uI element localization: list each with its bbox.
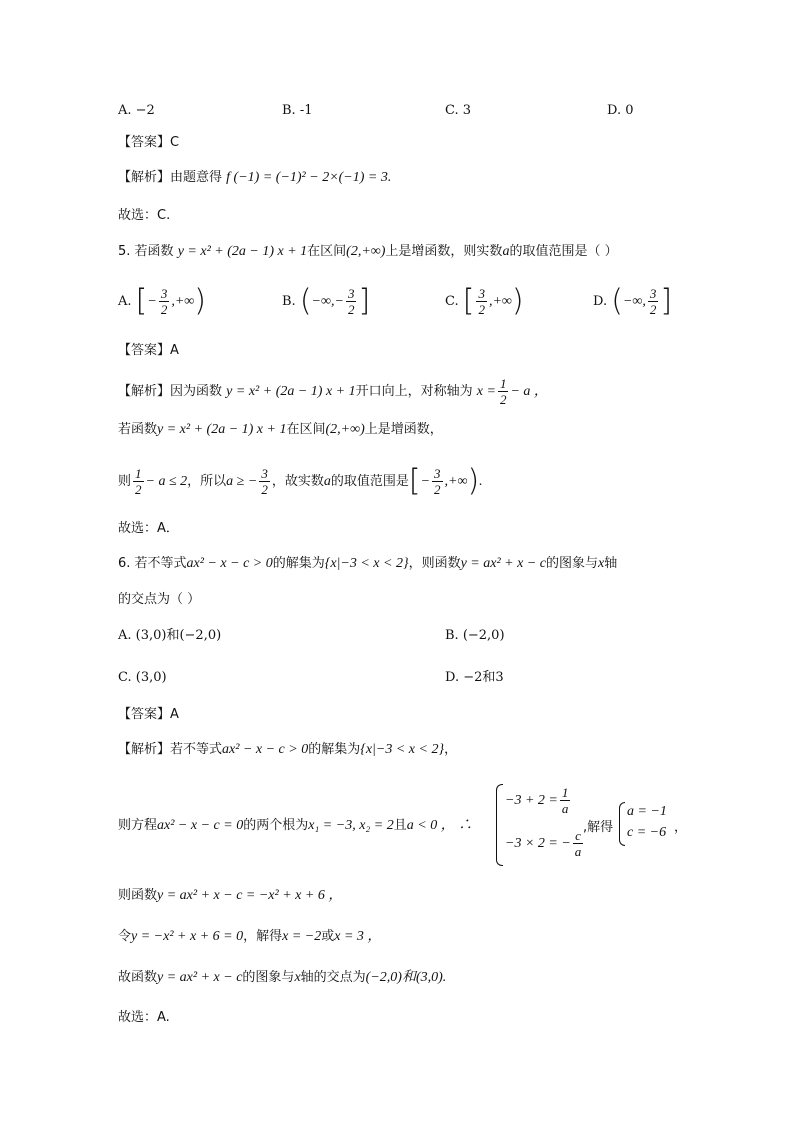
x-var: x bbox=[294, 970, 301, 985]
inequality: − a ≤ 2 bbox=[145, 474, 188, 489]
solution-2: x = 3 ， bbox=[334, 929, 382, 944]
frac-den: 2 bbox=[499, 392, 507, 407]
axis-eq: x = bbox=[476, 384, 496, 399]
or-word: 或 bbox=[321, 929, 335, 944]
q5-stem-function: y = x² + (2a − 1) x + 1 bbox=[177, 244, 308, 259]
q6-stem-set: {x|−3 < x < 2} bbox=[324, 556, 409, 571]
analysis-mid: 开口向上，对称轴为 bbox=[355, 384, 473, 399]
solution-1: x = −2 bbox=[282, 929, 322, 944]
line-mid: 的图象与 bbox=[242, 970, 295, 985]
line-end: ， bbox=[444, 742, 458, 757]
q5-stem-var: a bbox=[502, 244, 510, 259]
line-prefix: 则 bbox=[118, 474, 132, 489]
analysis-function: y = x² + (2a − 1) x + 1 bbox=[157, 422, 287, 437]
frac-num: 3 bbox=[649, 286, 657, 301]
line-suffix: 上是增函数， bbox=[364, 422, 443, 437]
q4-option-c: C. 3 bbox=[445, 103, 472, 118]
roots: x₁ = −3, x₂ = 2 bbox=[308, 818, 394, 833]
q5-answer: 【答案】A bbox=[118, 343, 179, 358]
equation: y = −x² + x + 6 = 0 bbox=[131, 929, 244, 944]
q6-analysis-line5 bbox=[118, 968, 446, 988]
option-letter: C. bbox=[445, 294, 459, 309]
system-brace bbox=[496, 784, 503, 866]
line-prefix: 则方程 bbox=[118, 818, 158, 833]
system-eq1-left: −3 + 2 = bbox=[505, 793, 558, 808]
analysis-text: 由题意得 bbox=[170, 170, 223, 185]
function-expanded: y = ax² + x − c = −x² + x + 6 ， bbox=[157, 888, 343, 903]
frac-num: 3 bbox=[434, 466, 441, 481]
frac-den: 2 bbox=[261, 482, 268, 497]
q4-option-b: B. -1 bbox=[282, 103, 313, 118]
system-eq2-left: −3 × 2 = − bbox=[505, 836, 571, 851]
axis-text: 轴的交点为 bbox=[300, 970, 366, 985]
line-prefix: 若函数 bbox=[118, 422, 158, 437]
q5-option-a: A. [− $\frac{3}{2}$ ,+∞) bbox=[118, 283, 206, 319]
solution-a: a = −1 bbox=[627, 804, 667, 819]
and-word: 且 bbox=[393, 818, 407, 833]
q5-stem-mid: 在区间 bbox=[307, 244, 347, 259]
q5-stem-prefix: 5. 若函数 bbox=[118, 244, 174, 259]
function: y = ax² + x − c bbox=[157, 970, 243, 985]
line-prefix: 令 bbox=[118, 929, 132, 944]
q5-stem bbox=[118, 242, 618, 262]
frac-num: 3 bbox=[347, 286, 355, 301]
q5-option-c: C. [ $\frac{3}{2}$ ,+∞) bbox=[445, 283, 524, 319]
solution-brace bbox=[619, 802, 625, 846]
q6-stem-mid: 的解集为 bbox=[272, 556, 325, 571]
line-prefix: 故函数 bbox=[118, 970, 158, 985]
inequality-ge: a ≥ − bbox=[226, 474, 258, 489]
q6-analysis-line2 bbox=[118, 816, 472, 836]
frac-num: 1 bbox=[499, 376, 507, 391]
analysis-math: f (−1) = (−1)² − 2×(−1) = 3. bbox=[226, 170, 392, 185]
option-letter: A. bbox=[118, 294, 132, 309]
var-a: a bbox=[323, 474, 331, 489]
inequality: ax² − x − c > 0 bbox=[222, 742, 309, 757]
line-suffix: 的取值范围是 bbox=[330, 474, 409, 489]
frac-num: c bbox=[573, 828, 584, 844]
q4-answer: 【答案】C bbox=[118, 135, 180, 150]
frac-num: 3 bbox=[160, 286, 168, 301]
analysis-text: 若不等式 bbox=[170, 742, 223, 757]
infinity: +∞ bbox=[492, 294, 512, 309]
neg-infinity: −∞ bbox=[311, 294, 331, 309]
q5-analysis-line2 bbox=[118, 420, 443, 440]
q6-stem-line2: 的交点为（ ） bbox=[118, 592, 201, 607]
frac-num: 3 bbox=[261, 466, 268, 481]
system-eq1 bbox=[505, 785, 572, 816]
q5-analysis-line3: 则 $\frac{1}{2}$ − a ≤ 2，所以a ≥ − $\frac{3}{2}$ ，故实数a的取值范围是[− $\frac{3}{2}$ ,+∞). bbox=[118, 463, 483, 499]
q6-option-c: C. (3,0) bbox=[118, 670, 167, 685]
q5-stem-suffix: 上是增函数，则实数 bbox=[385, 244, 503, 259]
frac-num: 1 bbox=[561, 785, 569, 800]
analysis-mid: 的解集为 bbox=[308, 742, 361, 757]
intersection-points: (−2,0)和(3,0). bbox=[365, 970, 447, 985]
infinity: +∞ bbox=[448, 474, 468, 489]
q6-option-a: A. (3,0)和(−2,0) bbox=[118, 628, 222, 643]
frac-den: a bbox=[561, 801, 569, 816]
condition: a < 0 ， ∴ bbox=[406, 818, 473, 833]
line-prefix: 则函数 bbox=[118, 888, 158, 903]
analysis-function: y = x² + (2a − 1) x + 1 bbox=[226, 384, 356, 399]
line-mid: ，所以 bbox=[187, 474, 227, 489]
frac-num: 3 bbox=[478, 286, 485, 301]
q6-stem-prefix: 6. 若不等式 bbox=[118, 556, 187, 571]
q6-analysis-line1 bbox=[118, 740, 457, 760]
solution-set: {x|−3 < x < 2} bbox=[360, 742, 445, 757]
system-eq2 bbox=[505, 828, 585, 859]
frac-den: 2 bbox=[649, 302, 657, 317]
interval: (2,+∞) bbox=[325, 422, 365, 437]
frac-den: 2 bbox=[434, 482, 441, 497]
q5-analysis-line1 bbox=[118, 376, 548, 407]
q6-analysis-line3 bbox=[118, 886, 342, 906]
line-text: ，故实数 bbox=[271, 474, 324, 489]
q5-stem-end: 的取值范围是（ ） bbox=[509, 244, 618, 259]
q6-conclusion: 故选：A. bbox=[118, 1010, 170, 1025]
analysis-label: 【解析】 bbox=[118, 384, 171, 399]
q6-option-d: D. −2和3 bbox=[445, 670, 504, 685]
solution-end-mark: ， bbox=[674, 820, 688, 835]
q5-option-d: D. (−∞, $\frac{3}{2}$ ] bbox=[593, 283, 673, 319]
neg-infinity: −∞ bbox=[622, 294, 643, 309]
minus-a: − a ， bbox=[510, 384, 548, 399]
frac-den: 2 bbox=[347, 302, 355, 317]
q6-stem-x: x bbox=[598, 556, 605, 571]
line-mid: ，解得 bbox=[243, 929, 283, 944]
analysis-mid: 在区间 bbox=[286, 422, 326, 437]
q4-analysis bbox=[118, 168, 391, 188]
q6-answer: 【答案】A bbox=[118, 707, 179, 722]
solve-text bbox=[583, 816, 613, 835]
analysis-label: 【解析】 bbox=[118, 170, 171, 185]
analysis-label: 【解析】 bbox=[118, 742, 171, 757]
frac-den: a bbox=[574, 844, 582, 859]
q6-stem-suffix: ，则函数 bbox=[408, 556, 461, 571]
line-mid: 的两个根为 bbox=[243, 818, 309, 833]
solution-end bbox=[674, 816, 687, 835]
frac-num: 1 bbox=[135, 466, 142, 481]
q6-analysis-line4 bbox=[118, 927, 381, 947]
infinity: +∞ bbox=[174, 294, 195, 309]
q6-stem-line1 bbox=[118, 554, 617, 574]
q6-stem-axis: 轴 bbox=[604, 556, 618, 571]
option-letter: B. bbox=[282, 294, 296, 309]
q5-option-b: B. (−∞,− $\frac{3}{2}$ ] bbox=[282, 283, 371, 319]
equation: ax² − x − c = 0 bbox=[157, 818, 244, 833]
frac-den: 2 bbox=[478, 302, 485, 317]
q4-conclusion: 故选：C. bbox=[118, 208, 171, 223]
solution-values bbox=[627, 801, 667, 843]
q6-stem-inequality: ax² − x − c > 0 bbox=[186, 556, 273, 571]
frac-den: 2 bbox=[160, 302, 168, 317]
q6-option-b: B. (−2,0) bbox=[445, 628, 505, 643]
q6-stem-tail: 的图象与 bbox=[546, 556, 599, 571]
solution-c: c = −6 bbox=[627, 825, 667, 840]
q4-option-d: D. 0 bbox=[607, 103, 634, 118]
q4-option-a: A. −2 bbox=[118, 103, 155, 118]
q6-stem-function: y = ax² + x − c bbox=[460, 556, 546, 571]
q5-stem-interval: (2,+∞) bbox=[346, 244, 386, 259]
q5-conclusion: 故选：A． bbox=[118, 521, 179, 536]
analysis-text: 因为函数 bbox=[170, 384, 223, 399]
frac-den: 2 bbox=[135, 482, 142, 497]
solve-label: ,解得 bbox=[583, 820, 614, 835]
option-letter: D. bbox=[593, 294, 608, 309]
